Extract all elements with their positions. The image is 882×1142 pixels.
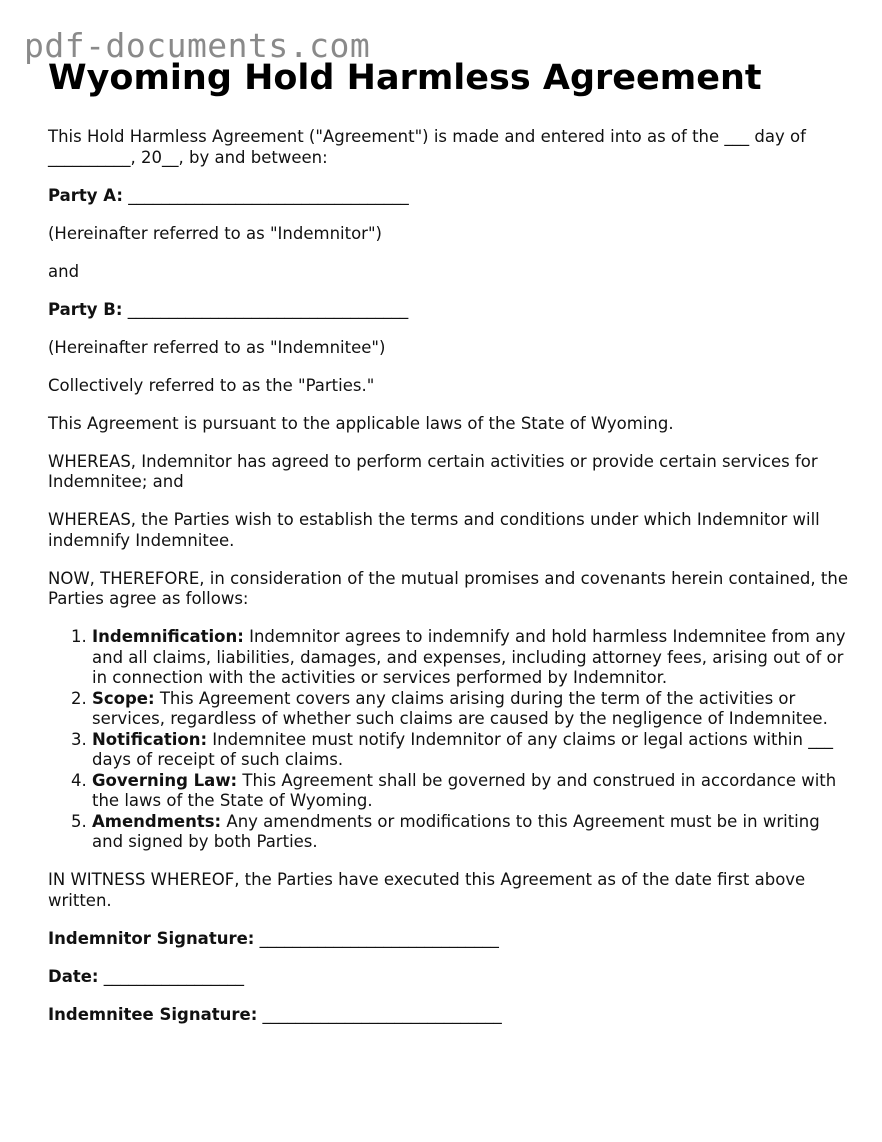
now-therefore-paragraph: NOW, THEREFORE, in consideration of the mutual promises and covenants herein contained, the Parties agree as follows: [48, 568, 848, 608]
whereas-paragraph-1: WHEREAS, Indemnitor has agreed to perform certain activities or provide certain services for Indemnitee; and [48, 451, 818, 491]
term-item [92, 771, 848, 812]
party-b-line [48, 300, 848, 321]
terms-list [48, 627, 848, 853]
party-b-reference: (Hereinafter referred to as "Indemnitee") [48, 337, 386, 357]
term-heading: Amendments: [92, 811, 222, 831]
indemnitee-signature-blank: _____________________________ [257, 1004, 502, 1024]
term-text: This Agreement shall be governed by and construed in accordance with the laws of the State of Wyoming. [92, 770, 837, 810]
intro-paragraph: This Hold Harmless Agreement ("Agreement") is made and entered into as of the ___ day of __________, 20__, by and between: [48, 127, 806, 167]
watermark-text: pdf-documents.com [24, 26, 371, 65]
term-text: Indemnitee must notify Indemnitor of any claims or legal actions within ___ days of receipt of such claims. [92, 729, 833, 769]
party-a-line [48, 186, 848, 207]
term-heading: Indemnification: [92, 627, 244, 646]
term-item [92, 812, 848, 853]
term-item [92, 627, 848, 689]
term-item [92, 689, 848, 730]
party-a-blank: __________________________________ [122, 185, 409, 205]
term-heading: Governing Law: [92, 770, 238, 790]
whereas-paragraph-2: WHEREAS, the Parties wish to establish the terms and conditions under which Indemnitor will indemnify Indemnitee. [48, 510, 820, 550]
party-b-blank: __________________________________ [122, 299, 409, 319]
collective-paragraph: Collectively referred to as the "Parties." [48, 375, 375, 395]
indemnitee-signature-line [48, 1005, 848, 1026]
indemnitor-signature-line [48, 929, 848, 950]
indemnitor-signature-blank: _____________________________ [254, 928, 499, 948]
date-blank: _________________ [98, 966, 245, 986]
term-text: Any amendments or modifications to this Agreement must be in writing and signed by both Parties. [92, 811, 820, 851]
party-a-label: Party A: [48, 185, 123, 205]
date-line [48, 967, 848, 988]
indemnitee-signature-label: Indemnitee Signature: [48, 1004, 258, 1024]
term-text: This Agreement covers any claims arising during the term of the activities or services, regardless of whether such claims are caused by the negligence of Indemnitee. [92, 688, 828, 728]
pursuant-paragraph: This Agreement is pursuant to the applicable laws of the State of Wyoming. [48, 413, 674, 433]
witness-paragraph: IN WITNESS WHEREOF, the Parties have executed this Agreement as of the date first above written. [48, 870, 806, 910]
document-title: Wyoming Hold Harmless Agreement [48, 58, 762, 98]
party-b-label: Party B: [48, 299, 123, 319]
document-body [48, 127, 848, 1043]
term-item [92, 730, 848, 771]
and-text: and [48, 261, 80, 281]
date-label: Date: [48, 966, 99, 986]
term-heading: Notification: [92, 729, 208, 749]
term-heading: Scope: [92, 688, 155, 708]
party-a-reference: (Hereinafter referred to as "Indemnitor") [48, 223, 382, 243]
term-text: Indemnitor agrees to indemnify and hold harmless Indemnitee from any and all claims, liabilities, damages, and expenses, including attorney fees, arising out of or in connection with the activities or services performed by Indemnitor. [92, 627, 846, 687]
indemnitor-signature-label: Indemnitor Signature: [48, 928, 255, 948]
